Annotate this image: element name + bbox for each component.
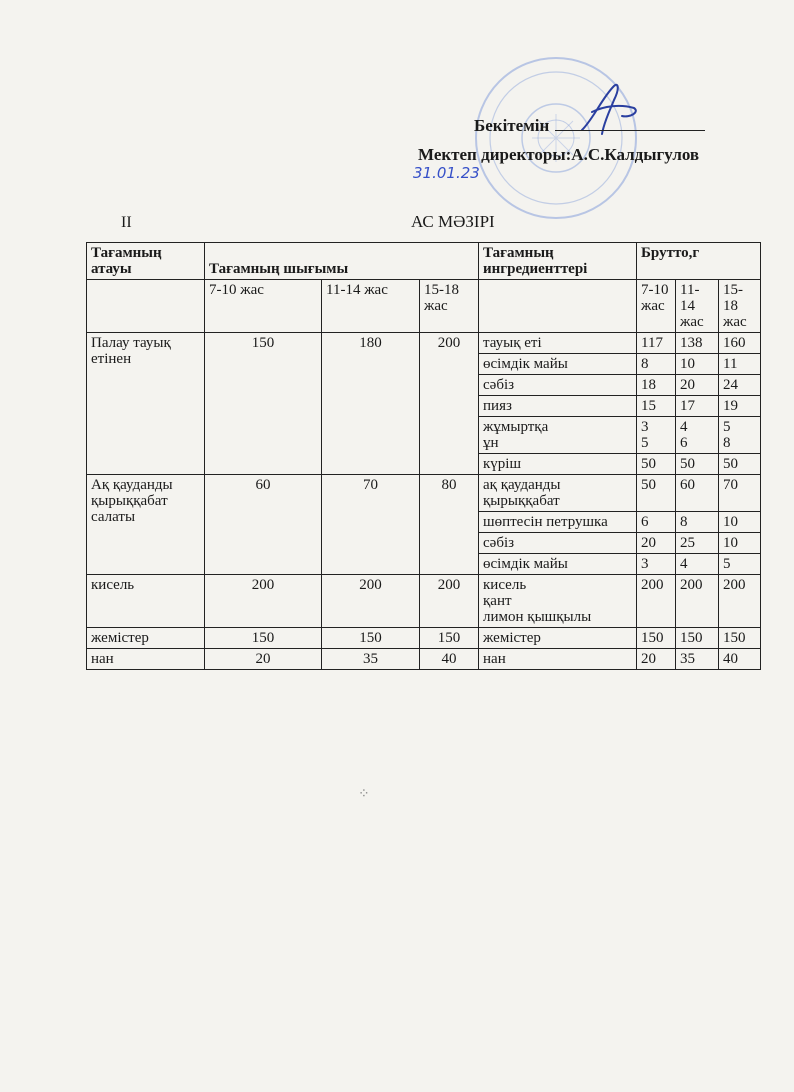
header-output: Тағамның шығымы bbox=[205, 243, 479, 280]
ingredient-name: ақ қауданды қырыққабат bbox=[479, 475, 637, 512]
dish-output-value: 200 bbox=[322, 575, 420, 628]
brutto-value: 200 bbox=[637, 575, 676, 628]
dish-output-value: 35 bbox=[322, 649, 420, 670]
brutto-value: 10 bbox=[676, 354, 719, 375]
ingredient-name: жемістер bbox=[479, 628, 637, 649]
dish-output-value: 20 bbox=[205, 649, 322, 670]
ingredient-name: сәбіз bbox=[479, 533, 637, 554]
brutto-value: 160 bbox=[719, 333, 761, 354]
brutto-value: 117 bbox=[637, 333, 676, 354]
signature-line bbox=[555, 130, 705, 131]
brutto-value: 4 bbox=[676, 554, 719, 575]
menu-table bbox=[86, 242, 761, 670]
brutto-value: 200 bbox=[719, 575, 761, 628]
brutto-value: 150 bbox=[637, 628, 676, 649]
brutto-value: 15 bbox=[637, 396, 676, 417]
table-row bbox=[87, 475, 761, 512]
age-group-brutto: 15-18 жас bbox=[719, 280, 761, 333]
table-row bbox=[87, 575, 761, 628]
age-group-brutto: 7-10 жас bbox=[637, 280, 676, 333]
ingredient-name: өсімдік майы bbox=[479, 554, 637, 575]
age-group-output: 7-10 жас bbox=[205, 280, 322, 333]
dish-output-value: 150 bbox=[322, 628, 420, 649]
dish-output-value: 80 bbox=[420, 475, 479, 575]
brutto-value: 4 6 bbox=[676, 417, 719, 454]
brutto-value: 20 bbox=[637, 533, 676, 554]
section-number: II bbox=[121, 214, 132, 231]
dish-output-value: 200 bbox=[420, 333, 479, 475]
table-row bbox=[87, 649, 761, 670]
age-header-empty bbox=[87, 280, 205, 333]
dish-output-value: 150 bbox=[420, 628, 479, 649]
director-name: Мектеп директоры:А.С.Калдыгулов bbox=[418, 145, 700, 164]
brutto-value: 24 bbox=[719, 375, 761, 396]
menu-table-body bbox=[87, 333, 761, 670]
table-row bbox=[87, 628, 761, 649]
brutto-value: 60 bbox=[676, 475, 719, 512]
brutto-value: 50 bbox=[637, 454, 676, 475]
dish-output-value: 200 bbox=[205, 575, 322, 628]
ingredient-name: пияз bbox=[479, 396, 637, 417]
brutto-value: 8 bbox=[637, 354, 676, 375]
dish-name: Ақ қауданды қырыққабат салаты bbox=[87, 475, 205, 575]
document-title: АС МӘЗІРІ bbox=[411, 212, 495, 231]
scan-speck: ⁘ bbox=[358, 787, 370, 802]
age-header-empty bbox=[479, 280, 637, 333]
dish-output-value: 40 bbox=[420, 649, 479, 670]
brutto-value: 17 bbox=[676, 396, 719, 417]
header-brutto: Брутто,г bbox=[637, 243, 761, 280]
brutto-value: 19 bbox=[719, 396, 761, 417]
brutto-value: 200 bbox=[676, 575, 719, 628]
brutto-value: 50 bbox=[719, 454, 761, 475]
brutto-value: 3 bbox=[637, 554, 676, 575]
brutto-value: 8 bbox=[676, 512, 719, 533]
dish-output-value: 180 bbox=[322, 333, 420, 475]
dish-output-value: 150 bbox=[205, 333, 322, 475]
dish-output-value: 150 bbox=[205, 628, 322, 649]
dish-output-value: 70 bbox=[322, 475, 420, 575]
brutto-value: 138 bbox=[676, 333, 719, 354]
brutto-value: 5 bbox=[719, 554, 761, 575]
ingredient-name: шөптесін петрушка bbox=[479, 512, 637, 533]
ingredient-name: тауық еті bbox=[479, 333, 637, 354]
ingredient-name: өсімдік майы bbox=[479, 354, 637, 375]
dish-output-value: 200 bbox=[420, 575, 479, 628]
dish-name: нан bbox=[87, 649, 205, 670]
brutto-value: 50 bbox=[637, 475, 676, 512]
dish-output-value: 60 bbox=[205, 475, 322, 575]
brutto-value: 70 bbox=[719, 475, 761, 512]
brutto-value: 35 bbox=[676, 649, 719, 670]
dish-name: Палау тауық етінен bbox=[87, 333, 205, 475]
brutto-value: 3 5 bbox=[637, 417, 676, 454]
ingredient-name: жұмыртқа ұн bbox=[479, 417, 637, 454]
dish-name: кисель bbox=[87, 575, 205, 628]
table-row bbox=[87, 333, 761, 354]
brutto-value: 25 bbox=[676, 533, 719, 554]
brutto-value: 10 bbox=[719, 533, 761, 554]
handwritten-date: 31.01.23 bbox=[413, 164, 480, 182]
brutto-value: 50 bbox=[676, 454, 719, 475]
ingredient-name: күріш bbox=[479, 454, 637, 475]
brutto-value: 5 8 bbox=[719, 417, 761, 454]
brutto-value: 150 bbox=[676, 628, 719, 649]
ingredient-name: сәбіз bbox=[479, 375, 637, 396]
brutto-value: 150 bbox=[719, 628, 761, 649]
header-ingredients: Тағамның ингредиенттері bbox=[479, 243, 637, 280]
brutto-value: 11 bbox=[719, 354, 761, 375]
age-group-output: 15-18 жас bbox=[420, 280, 479, 333]
age-group-brutto: 11-14 жас bbox=[676, 280, 719, 333]
approval-line bbox=[474, 116, 705, 136]
approve-label: Бекітемін bbox=[474, 116, 550, 135]
age-group-output: 11-14 жас bbox=[322, 280, 420, 333]
brutto-value: 10 bbox=[719, 512, 761, 533]
brutto-value: 20 bbox=[637, 649, 676, 670]
brutto-value: 6 bbox=[637, 512, 676, 533]
brutto-value: 20 bbox=[676, 375, 719, 396]
header-dish-name: Тағамның атауы bbox=[87, 243, 205, 280]
ingredient-name: нан bbox=[479, 649, 637, 670]
dish-name: жемістер bbox=[87, 628, 205, 649]
ingredient-name: кисель қант лимон қышқылы bbox=[479, 575, 637, 628]
brutto-value: 40 bbox=[719, 649, 761, 670]
brutto-value: 18 bbox=[637, 375, 676, 396]
